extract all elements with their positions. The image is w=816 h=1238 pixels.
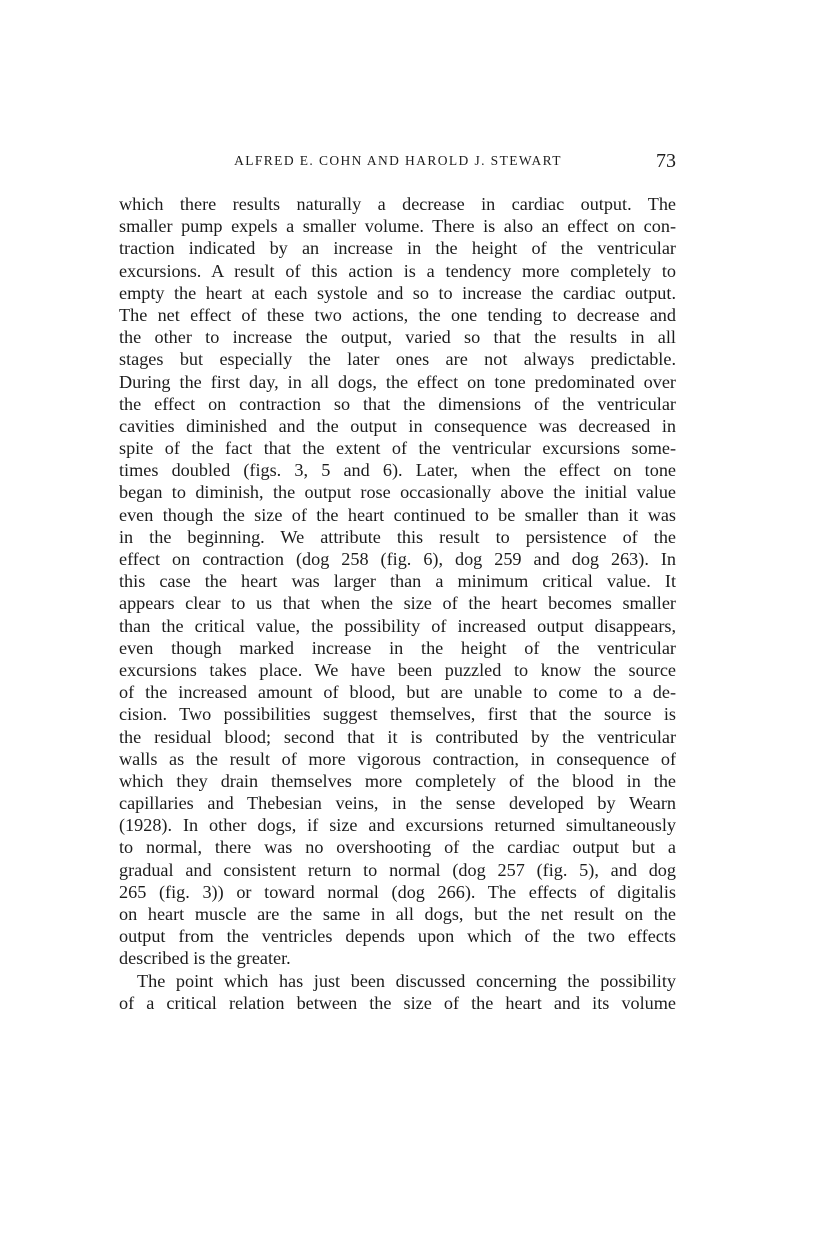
- text-line: of a critical relation between the size of the heart and its volume: [119, 992, 676, 1013]
- text-line: 265 (fig. 3)) or toward normal (dog 266). The effects of digitalis: [119, 881, 676, 902]
- running-title: ALFRED E. COHN AND HAROLD J. STEWART: [234, 153, 562, 168]
- text-line: capillaries and Thebesian veins, in the sense developed by Wearn: [119, 793, 676, 814]
- text-line: empty the heart at each systole and so to increase the cardiac output.: [119, 282, 676, 303]
- text-line: on heart muscle are the same in all dogs, but the net result on the: [119, 904, 676, 924]
- text-line: excursions takes place. We have been puzzled to know the source: [119, 659, 676, 680]
- page-number: 73: [656, 150, 676, 172]
- text-line: stages but especially the later ones are not always predictable.: [119, 349, 676, 370]
- text-line: the other to increase the output, varied so that the results in all: [119, 327, 676, 348]
- text-line: in the beginning. We attribute this result to persistence of the: [119, 526, 676, 547]
- text-line: the effect on contraction so that the dimensions of the ventricular: [119, 393, 676, 414]
- text-line: During the first day, in all dogs, the effect on tone predominated over: [119, 371, 676, 392]
- text-line: times doubled (figs. 3, 5 and 6). Later, when the effect on tone: [119, 460, 676, 481]
- text-line: The point which has just been discussed concerning the possibility: [137, 970, 676, 991]
- text-line: which they drain themselves more completely of the blood in the: [119, 770, 676, 791]
- text-line: this case the heart was larger than a minimum critical value. It: [119, 571, 676, 592]
- body-text: [119, 193, 676, 1014]
- text-line: excursions. A result of this action is a tendency more completely to: [119, 260, 676, 281]
- text-line: effect on contraction (dog 258 (fig. 6), dog 259 and dog 263). In: [119, 549, 676, 569]
- text-line: The net effect of these two actions, the one tending to decrease and: [119, 304, 676, 325]
- text-line: appears clear to us that when the size of the heart becomes smaller: [119, 593, 676, 614]
- text-line: (1928). In other dogs, if size and excursions returned simultaneously: [119, 815, 676, 836]
- text-line: even though marked increase in the height of the ventricular: [119, 637, 676, 658]
- text-line: output from the ventricles depends upon which of the two effects: [119, 926, 676, 947]
- text-line: which there results naturally a decrease in cardiac output. The: [119, 194, 676, 214]
- text-line: cavities diminished and the output in consequence was decreased in: [119, 415, 676, 436]
- text-line: walls as the result of more vigorous contraction, in consequence of: [119, 748, 676, 769]
- text-line: even though the size of the heart continued to be smaller than it was: [119, 504, 676, 525]
- text-line: began to diminish, the output rose occasionally above the initial value: [119, 482, 676, 503]
- running-head: [120, 150, 676, 176]
- text-line: spite of the fact that the extent of the ventricular excursions some-: [119, 438, 676, 459]
- text-line: traction indicated by an increase in the height of the ventricular: [119, 238, 676, 259]
- text-line: smaller pump expels a smaller volume. There is also an effect on con-: [119, 216, 676, 237]
- text-line: to normal, there was no overshooting of the cardiac output but a: [119, 837, 676, 858]
- text-line: cision. Two possibilities suggest themselves, first that the source is: [119, 704, 676, 725]
- text-line: the residual blood; second that it is contributed by the ventricular: [119, 726, 676, 747]
- text-line: than the critical value, the possibility of increased output disappears,: [119, 615, 676, 636]
- text-line: gradual and consistent return to normal (dog 257 (fig. 5), and dog: [119, 859, 676, 880]
- text-line: described is the greater.: [119, 948, 291, 969]
- text-line: of the increased amount of blood, but are unable to come to a de-: [119, 682, 676, 703]
